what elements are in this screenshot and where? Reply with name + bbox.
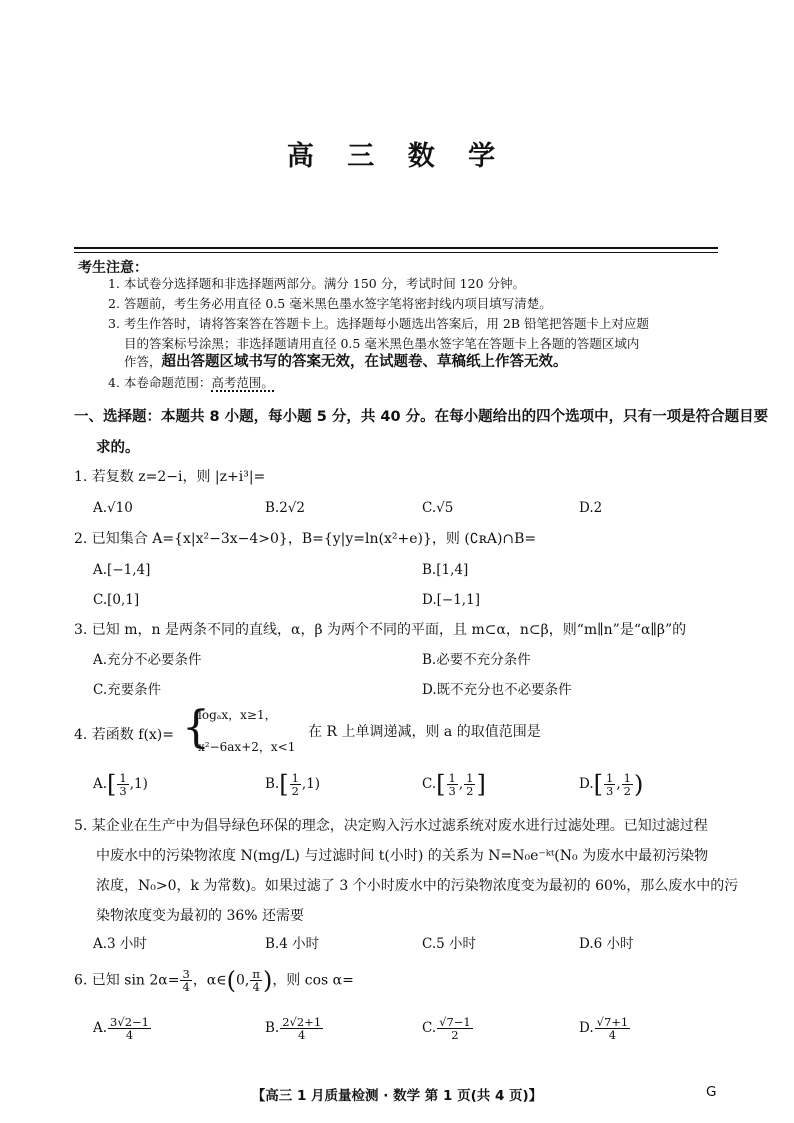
question-3-option-c xyxy=(93,680,161,700)
question-1-option-c xyxy=(422,498,453,518)
numerator: 3 xyxy=(182,967,190,981)
option-letter: B. xyxy=(265,1020,280,1036)
question-3-option-a xyxy=(93,650,202,670)
option-text: 6 小时 xyxy=(593,936,634,952)
question-4-option-c: C.[ $\frac{1}{3}$ , $\frac{1}{2}$ ] xyxy=(422,770,486,799)
question-3-option-b xyxy=(422,650,531,670)
notice-item-4-label: 4. 本卷命题范围： xyxy=(108,375,212,390)
question-4-piece-2: x²−6ax+2，x<1 xyxy=(198,740,296,754)
option-letter: C. xyxy=(422,776,437,792)
option-text: 必要不充分条件 xyxy=(436,652,531,668)
numerator: 1 xyxy=(291,771,299,785)
question-1-stem: 1. 若复数 z=2−i，则 |z+i³|= xyxy=(74,469,266,485)
numerator: √7+1 xyxy=(596,1015,629,1029)
option-letter: D. xyxy=(422,592,437,608)
question-6-option-d xyxy=(579,1016,631,1041)
question-2-option-d xyxy=(422,590,480,610)
option-text: [0,1] xyxy=(107,592,140,608)
question-2-option-c xyxy=(93,590,139,610)
denominator: 3 xyxy=(606,784,614,798)
question-3-stem: 3. 已知 m，n 是两条不同的直线，α，β 为两个不同的平面，且 m⊂α，n⊂β，则“m∥n”是“α∥β”的 xyxy=(74,622,687,638)
fraction xyxy=(464,772,475,797)
left-bracket: [ xyxy=(593,770,604,799)
left-bracket: [ xyxy=(279,770,289,799)
denominator: 4 xyxy=(125,1028,134,1042)
denominator: 4 xyxy=(298,1028,306,1042)
question-1-option-a xyxy=(93,498,133,518)
question-4-piece-1: logₐx，x≥1， xyxy=(198,708,277,722)
question-6-option-c xyxy=(422,1016,474,1041)
right-paren: ) xyxy=(262,966,273,995)
fraction xyxy=(250,968,262,993)
option-tail: ,1) xyxy=(129,776,148,792)
option-letter: A. xyxy=(93,562,108,578)
fraction xyxy=(622,772,633,797)
option-text: 充要条件 xyxy=(107,682,162,698)
option-letter: D. xyxy=(422,682,437,698)
question-6-option-b xyxy=(265,1016,324,1041)
numerator: 2√2+1 xyxy=(282,1015,322,1029)
question-4-option-a xyxy=(93,772,148,797)
notice-item-3: 3. 考生作答时，请将答案答在答题卡上。选择题每小题选出答案后，用 2B 铅笔把答题卡上对应题 xyxy=(108,316,649,331)
option-letter: B. xyxy=(422,652,437,668)
option-letter: C. xyxy=(422,936,437,952)
question-5-line-2: 中废水中的污染物浓度 N(mg/L) 与过滤时间 t(小时) 的关系为 N=N₀e⁻ᵏᵗ(N₀ 为废水中最初污染物 xyxy=(96,848,709,864)
option-text: √5 xyxy=(436,500,454,516)
question-5-option-b xyxy=(265,934,319,954)
stem-part: 6. 已知 sin 2α= xyxy=(74,972,180,989)
option-letter: A. xyxy=(93,500,108,516)
option-letter: A. xyxy=(93,1020,108,1036)
fraction xyxy=(437,1016,473,1041)
option-letter: A. xyxy=(93,776,108,792)
question-3-option-d xyxy=(422,680,572,700)
notice-item-4 xyxy=(108,373,274,393)
option-letter: C. xyxy=(93,682,108,698)
left-bracket: [ xyxy=(436,770,446,799)
version-mark: G xyxy=(706,1084,717,1100)
question-6-stem: 6. 已知 sin 2α= $\frac{3}{4}$ ，α∈(0, $\frac{\pi}{4}$ )，则 cos α= xyxy=(74,966,354,995)
numerator: 1 xyxy=(119,771,127,785)
option-letter: A. xyxy=(93,936,108,952)
notice-item-4-value: 高考范围。 xyxy=(211,375,274,390)
denominator: 4 xyxy=(608,1028,617,1042)
page-footer: 【高三 1 月质量检测 · 数学 第 1 页(共 4 页)】 xyxy=(251,1088,543,1104)
option-letter: B. xyxy=(422,562,437,578)
section-heading: 一、选择题：本题共 8 小题，每小题 5 分，共 40 分。在每小题给出的四个选项中，只有一项是符合题目要 xyxy=(74,409,769,425)
question-2-stem: 2. 已知集合 A={x|x²−3x−4>0}，B={y|y=ln(x²+e)}，则 (∁ʀA)∩B= xyxy=(74,531,537,547)
notice-item-3-end xyxy=(124,352,568,372)
option-text: 4 小时 xyxy=(279,936,320,952)
question-5-line-1: 5. 某企业在生产中为倡导绿色环保的理念，决定购入污水过滤系统对废水进行过滤处理。已知过滤过程 xyxy=(74,818,708,834)
page-title: 高 三 数 学 xyxy=(286,141,508,172)
question-1-option-b xyxy=(265,498,305,518)
option-text: √10 xyxy=(107,500,133,516)
question-4-prefix: 4. 若函数 f(x)= xyxy=(74,727,174,743)
left-bracket: [ xyxy=(107,770,117,799)
option-letter: D. xyxy=(579,776,594,792)
numerator: 1 xyxy=(623,771,631,785)
numerator: π xyxy=(252,967,260,981)
notice-heading: 考生注意： xyxy=(78,260,148,276)
question-1-option-d xyxy=(579,498,602,518)
option-letter: D. xyxy=(579,936,594,952)
question-4-option-b xyxy=(265,772,320,797)
left-paren: ( xyxy=(226,966,237,995)
option-text: 5 小时 xyxy=(436,936,477,952)
denominator: 2 xyxy=(451,1028,459,1042)
header-rule-thick xyxy=(74,247,718,249)
question-5-option-c xyxy=(422,934,476,954)
option-letter: B. xyxy=(265,500,280,516)
question-5-option-a xyxy=(93,934,147,954)
notice-emphasis: 超出答题区域书写的答案无效，在试题卷、草稿纸上作答无效。 xyxy=(161,354,568,370)
question-5-line-3: 浓度，N₀>0，k 为常数)。如果过滤了 3 个小时废水中的污染物浓度变为最初的 60%，那么废水中的污 xyxy=(96,878,739,894)
notice-item-3-tail: 作答， xyxy=(124,354,162,369)
option-text: [−1,1] xyxy=(436,592,480,608)
numerator: √7−1 xyxy=(439,1015,471,1029)
fraction xyxy=(280,1016,323,1041)
denominator: 3 xyxy=(119,784,127,798)
fraction xyxy=(447,772,458,797)
option-text: 2√2 xyxy=(279,500,305,516)
question-4-option-d: D.[ $\frac{1}{3}$ , $\frac{1}{2}$ ) xyxy=(579,770,644,799)
denominator: 2 xyxy=(291,784,299,798)
option-letter: D. xyxy=(579,1020,594,1036)
fraction xyxy=(108,1016,151,1041)
stem-part: ，则 cos α= xyxy=(272,972,354,989)
question-4-suffix: 在 R 上单调递减，则 a 的取值范围是 xyxy=(308,724,541,740)
option-text: 3 小时 xyxy=(107,936,147,952)
option-letter: B. xyxy=(265,776,280,792)
section-heading-cont: 求的。 xyxy=(96,440,140,456)
numerator: 1 xyxy=(606,771,614,785)
option-letter: C. xyxy=(422,1020,437,1036)
question-5-option-d xyxy=(579,934,634,954)
denominator: 3 xyxy=(448,784,456,798)
notice-item-2: 2. 答题前，考生务必用直径 0.5 毫米黑色墨水签字笔将密封线内项目填写清楚。 xyxy=(108,296,552,311)
right-bracket: ) xyxy=(633,770,644,799)
stem-part: ，α∈ xyxy=(192,972,227,989)
option-text: 既不充分也不必要条件 xyxy=(436,682,572,698)
notice-item-3-cont: 目的答案标号涂黑；非选择题请用直径 0.5 毫米黑色墨水签字笔在答题卡上各题的答题区域内 xyxy=(124,336,640,351)
fraction xyxy=(290,772,301,797)
fraction xyxy=(604,772,615,797)
option-letter: C. xyxy=(422,500,437,516)
numerator: 1 xyxy=(466,771,474,785)
question-5-line-4: 染物浓度变为最初的 36% 还需要 xyxy=(96,908,305,924)
numerator: 3√2−1 xyxy=(110,1015,149,1029)
option-letter: C. xyxy=(93,592,108,608)
numerator: 1 xyxy=(448,771,456,785)
question-6-option-a xyxy=(93,1016,152,1041)
denominator: 2 xyxy=(466,784,474,798)
option-letter: D. xyxy=(579,500,594,516)
question-2-option-b xyxy=(422,560,468,580)
option-text: [1,4] xyxy=(436,562,469,578)
piecewise-brace: { xyxy=(182,702,210,753)
option-tail: ,1) xyxy=(301,776,321,792)
fraction xyxy=(117,772,128,797)
option-letter: B. xyxy=(265,936,280,952)
denominator: 4 xyxy=(182,980,190,994)
denominator: 2 xyxy=(623,784,631,798)
option-text: [−1,4] xyxy=(107,562,151,578)
right-bracket: ] xyxy=(476,770,486,799)
option-text: 2 xyxy=(593,500,603,516)
denominator: 4 xyxy=(252,980,260,994)
fraction xyxy=(595,1016,631,1041)
option-letter: A. xyxy=(93,652,108,668)
notice-item-1: 1. 本试卷分选择题和非选择题两部分。满分 150 分，考试时间 120 分钟。 xyxy=(108,276,526,291)
fraction xyxy=(180,968,191,993)
header-rule-thin xyxy=(74,252,718,253)
option-text: 充分不必要条件 xyxy=(107,652,202,668)
question-2-option-a xyxy=(93,560,150,580)
